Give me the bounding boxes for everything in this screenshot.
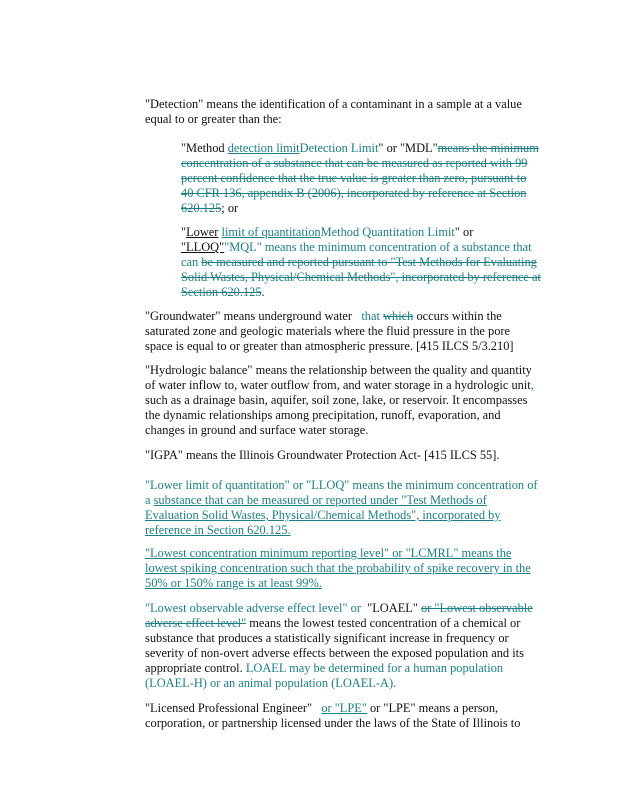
lcmrl-text: "Lowest concentration minimum reporting level" or "LCMRL" means the lowest spiking concentration such that the probability of spike recovery in the 50% or 150% range is at least 99%. (145, 546, 531, 590)
mdl-definition (181, 141, 541, 216)
lloq-text-3: "MQL" means the minimum concentration of a substance that can (181, 240, 532, 269)
loael-inserted-sentence: LOAEL may be determined for a human population (LOAEL-H) or an animal population (LOAEL-A). (145, 661, 504, 690)
mdl-deleted-text: means the minimum concentration of a substance that can be measured as reported with 99 percent confidence that the true value is greater than zero, pursuant to 40 CFR 136, appendix B (2006), incorporated by reference at Section 620.125 (181, 141, 539, 215)
groundwater-definition (145, 309, 540, 354)
groundwater-deleted-word: which (383, 309, 414, 323)
lloq-text-4: . (261, 285, 265, 299)
lpe-definition (145, 701, 540, 731)
mdl-text-1: "Method (181, 141, 228, 155)
loael-inserted-term: "Lowest observable adverse effect level" or (145, 601, 361, 615)
lloq-definition (181, 225, 541, 300)
lloq-inserted-abbrev: "LLOQ" (181, 240, 225, 254)
lloq-text-1: " (181, 225, 187, 239)
groundwater-text-1: "Groundwater" means underground water (145, 309, 353, 323)
mdl-term: Detection Limit (299, 141, 379, 155)
igpa-definition (145, 448, 540, 463)
loael-deleted-text: or "Lowest observable adverse effect level" (145, 601, 533, 630)
hydrologic-text-2: such as a drainage basin, aquifer, soil zone, lake, or reservoir. It encompasses the dynamic relationships among precipitation, runoff, evaporation, and changes in ground and surface water storage. (145, 393, 528, 437)
loael-abbrev: "LOAEL" (367, 601, 418, 615)
igpa-text: "IGPA" means the Illinois Groundwater Protection Act- [415 ILCS 55]. (145, 448, 500, 462)
hydrologic-definition (145, 363, 540, 438)
lpe-text-2: or "LPE" means a person, corporation, or partnership licensed under the laws of the State of Illinois to (145, 701, 521, 730)
mdl-inserted-term: detection limit (227, 141, 300, 155)
detection-definition (145, 97, 540, 127)
lloq-deleted-text: be measured and reported pursuant to "Test Methods for Evaluating Solid Wastes, Physical/Chemical Methods", incorporated by reference at Section 620.125 (181, 255, 541, 299)
detection-text: "Detection" means the identification of a contaminant in a sample at a value equal to or greater than the: (145, 97, 522, 126)
mdl-text-3: ; or (221, 201, 239, 215)
lloq-text-2: " or (454, 225, 474, 239)
lpe-inserted-abbrev: or "LPE" (321, 701, 367, 715)
groundwater-inserted-word: that (361, 309, 380, 323)
lloq-term: Method Quantitation Limit (320, 225, 455, 239)
loael-text: means the lowest tested concentration of a chemical or substance that produces a statistically significant increase in frequency or severity of non-overt adverse effects between the exposed population and its appropriate control. (145, 616, 524, 675)
lloq-inserted-term: limit of quantitation (221, 225, 321, 239)
lpe-text-1: "Licensed Professional Engineer" (145, 701, 313, 715)
lower-limit-underlined: substance that can be measured or reported under "Test Methods of Evaluation Solid Wastes, Physical/Chemical Methods", incorporated by reference in Section 620.125. (145, 493, 501, 537)
groundwater-text-2: occurs within the saturated zone and geologic materials where the fluid pressure in the pore space is equal to or greater than atmospheric pressure. [415 ILCS 5/3.210] (145, 309, 514, 353)
hydrologic-inserted-comma: , (530, 378, 534, 392)
hydrologic-text-1: "Hydrologic balance" means the relationship between the quality and quantity of water inflow to, water outflow from, and water storage in a hydrologic unit (145, 363, 532, 392)
mdl-text-2: " or "MDL" (378, 141, 438, 155)
lcmrl-definition (145, 546, 540, 591)
loael-definition (145, 601, 540, 691)
lower-limit-text: "Lower limit of quantitation" or "LLOQ" means the minimum concentration of a (145, 478, 538, 507)
lloq-inserted-lower: Lower (186, 225, 219, 239)
lower-limit-definition (145, 478, 540, 538)
